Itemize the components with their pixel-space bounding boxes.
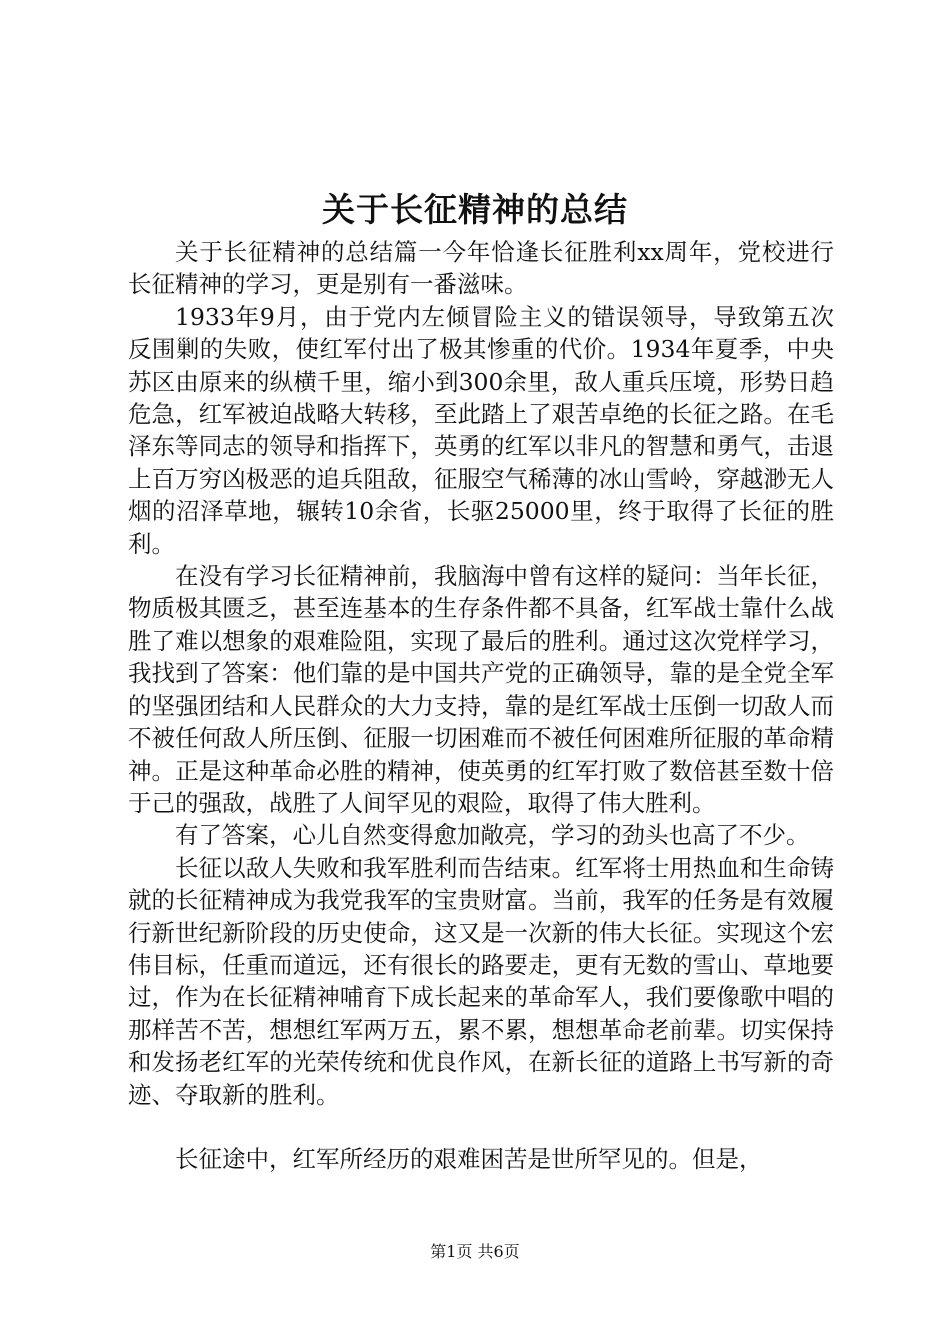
paragraph: 1933年9月，由于党内左倾冒险主义的错误领导，导致第五次反围剿的失败，使红军付出了极其惨重的代价。1934年夏季，中央苏区由原来的纵横千里，缩小到300余里，敌人重兵压境，形势日趋危急，红军被迫战略大转移，至此踏上了艰苦卓绝的长征之路。在毛泽东等同志的领导和指挥下，英勇的红军以非凡的智慧和勇气，击退上百万穷凶极恶的追兵阻敌，征服空气稀薄的冰山雪岭，穿越渺无人烟的沼泽草地，辗转10余省，长驱25000里，终于取得了长征的胜利。 <box>128 302 834 558</box>
paragraph: 长征途中，红军所经历的艰难困苦是世所罕见的。但是， <box>175 1144 763 1173</box>
document-title: 关于长征精神的总结 <box>322 190 628 229</box>
paragraph: 长征以敌人失败和我军胜利而告结束。红军将士用热血和生命铸就的长征精神成为我党我军的宝贵财富。当前，我军的任务是有效履行新世纪新阶段的历史使命，这又是一次新的伟大长征。实现这个宏伟目标，任重而道远，还有很长的路要走，更有无数的雪山、草地要过，作为在长征精神哺育下成长起来的革命军人，我们要像歌中唱的那样苦不苦，想想红军两万五，累不累，想想革命老前辈。切实保持和发扬老红军的光荣传统和优良作风，在新长征的道路上书写新的奇迹、夺取新的胜利。 <box>128 853 834 1109</box>
paragraph: 有了答案，心儿自然变得愈加敞亮，学习的劲头也高了不少。 <box>175 821 810 850</box>
document-body <box>128 236 834 1175</box>
page-footer: 第1页 共6页 <box>430 1242 520 1261</box>
paragraph: 在没有学习长征精神前，我脑海中曾有这样的疑问：当年长征，物质极其匮乏，甚至连基本的生存条件都不具备，红军战士靠什么战胜了难以想象的艰难险阻，实现了最后的胜利。通过这次党样学习，我找到了答案：他们靠的是中国共产党的正确领导，靠的是全党全军的坚强团结和人民群众的大力支持，靠的是红军战士压倒一切敌人而不被任何敌人所压倒、征服一切困难而不被任何困难所征服的革命精神。正是这种革命必胜的精神，使英勇的红军打败了数倍甚至数十倍于己的强敌，战胜了人间罕见的艰险，取得了伟大胜利。 <box>128 562 834 817</box>
paragraph: 关于长征精神的总结篇一今年恰逢长征胜利xx周年，党校进行长征精神的学习，更是别有一番滋味。 <box>128 238 834 299</box>
